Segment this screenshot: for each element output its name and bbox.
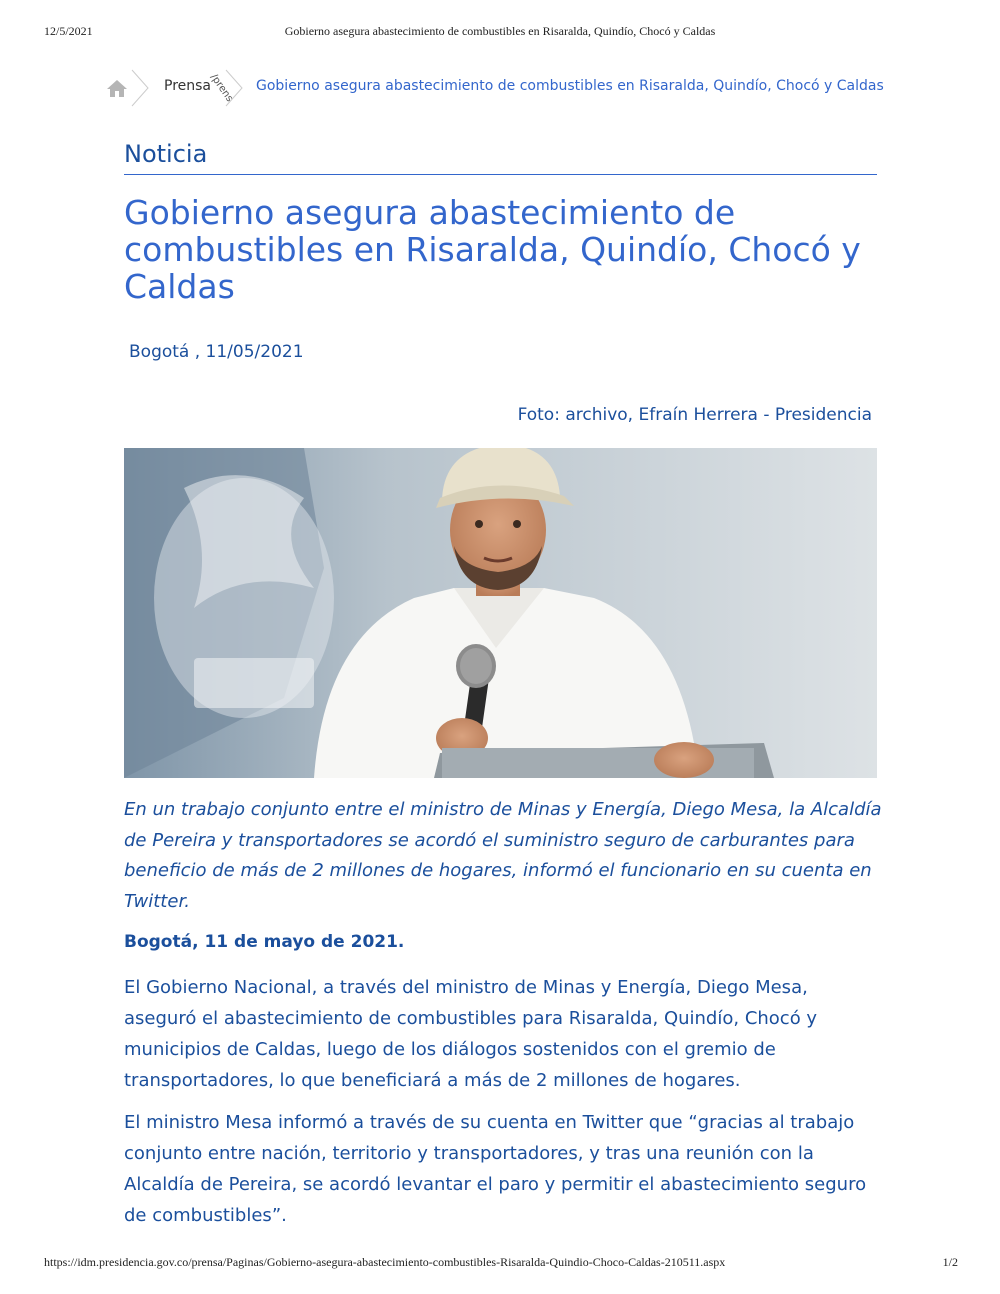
article-headline: Gobierno asegura abastecimiento de combustibles en Risaralda, Quindío, Chocó y Caldas [124,193,861,306]
article-dateline: Bogotá , 11/05/2021 [129,342,304,362]
article-bold-date: Bogotá, 11 de mayo de 2021. [124,932,405,952]
print-title: Gobierno asegura abastecimiento de combustibles en Risaralda, Quindío, Chocó y Caldas [284,24,716,38]
photo-credit: Foto: archivo, Efraín Herrera - Presidencia [517,405,872,425]
print-url: https://idm.presidencia.gov.co/prensa/Paginas/Gobierno-asegura-abastecimiento-combustibles-Risaralda-Quindio-Choco-Caldas-210511.aspx [44,1255,726,1269]
breadcrumb-prensa-link[interactable]: Prensa [164,78,212,94]
article-lead: En un trabajo conjunto entre el ministro de Minas y Energía, Diego Mesa, la Alcaldía de Pereira y transportadores se acordó el suministro seguro de carburantes para beneficio de más de 2 millones de hogares, informó el funcionario en su cuenta en Twitter. [124,799,882,912]
photo-illustration [124,448,877,778]
section-label: Noticia [124,140,208,168]
print-date: 12/5/2021 [44,24,93,38]
chevron-right-icon [130,68,150,108]
home-icon[interactable] [106,78,128,98]
print-page-number: 1/2 [942,1255,958,1269]
breadcrumb-current-link[interactable]: Gobierno asegura abastecimiento de combustibles en Risaralda, Quindío, Chocó y Caldas [256,78,884,94]
article-paragraph: El ministro Mesa informó a través de su cuenta en Twitter que “gracias al trabajo conjunto entre nación, territorio y transportadores, y tras una reunión con la Alcaldía de Pereira, se acordó levantar el paro y permitir el abastecimiento seguro de combustibles”. [124,1112,867,1226]
article-photo [124,448,877,778]
article-paragraph: El Gobierno Nacional, a través del ministro de Minas y Energía, Diego Mesa, aseguró el abastecimiento de combustibles para Risaralda, Quindío, Chocó y municipios de Caldas, luego de los diálogos sostenidos con el gremio de transportadores, lo que beneficiará a más de 2 millones de hogares. [124,977,818,1091]
breadcrumb [104,68,898,108]
section-divider [124,174,877,175]
chevron-right-icon [224,68,244,108]
print-header [0,0,1000,38]
breadcrumb-path-fragment: /prens [207,72,235,104]
